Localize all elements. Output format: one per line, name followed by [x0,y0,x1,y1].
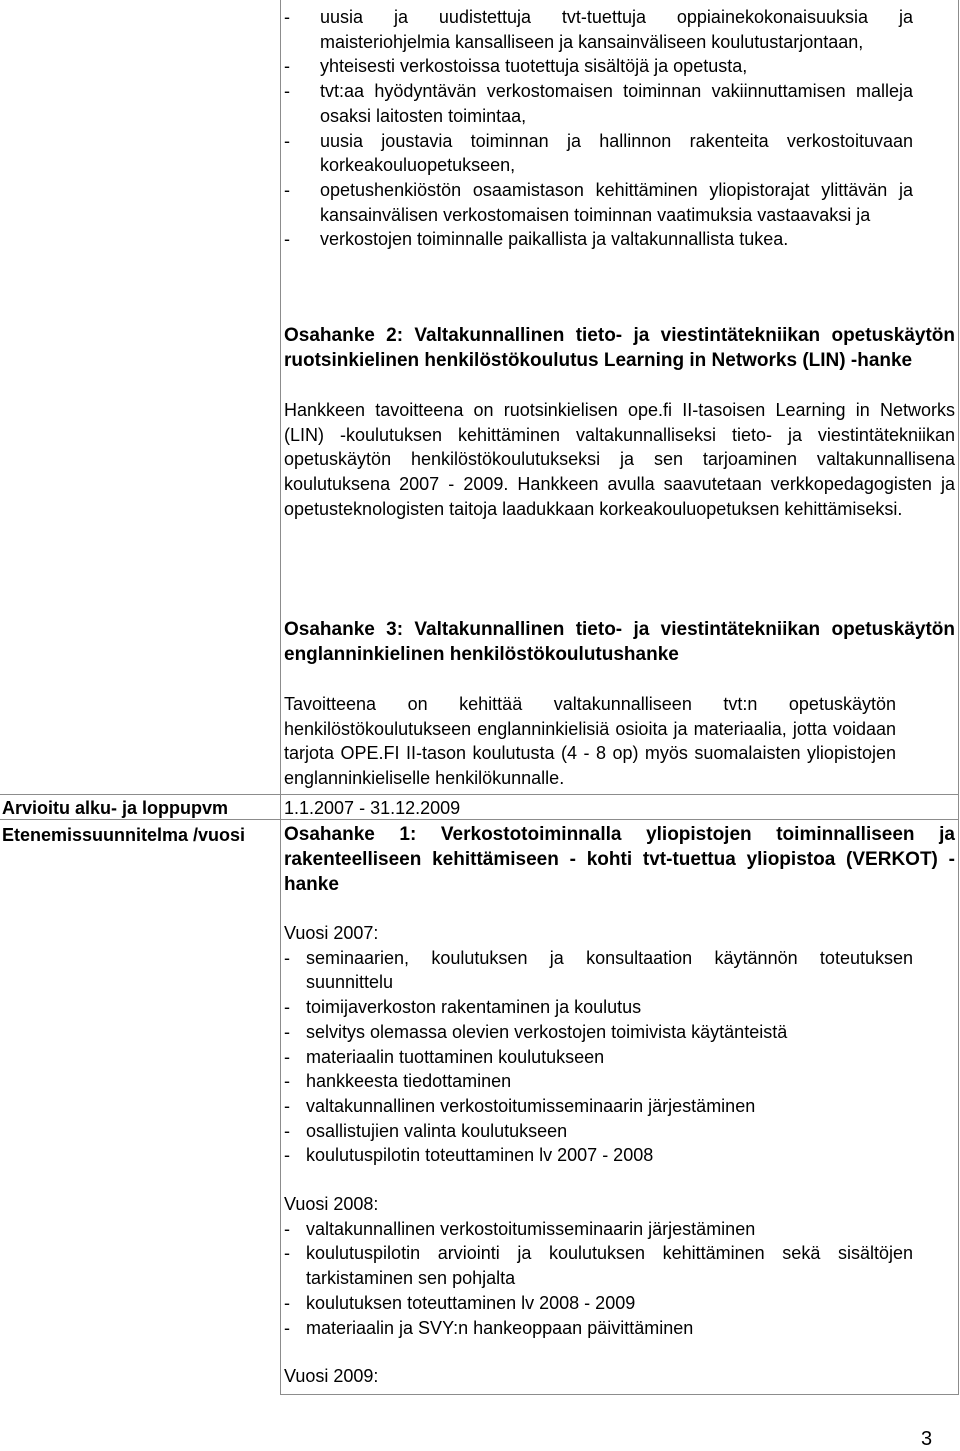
osahanke3-heading: Osahanke 3: Valtakunnallinen tieto- ja viestintätekniikan opetuskäytön englanninkielinen henkilöstökoulutushanke [284,619,955,665]
table-row-divider [0,794,959,795]
osahanke2-paragraph: Hankkeen tavoitteena on ruotsinkielisen ope.fi II-tasoisen Learning in Networks (LIN) -koulutuksen kehittäminen valtakunnalliseksi tieto- ja viestintätekniikan opetuskäytön henkilöstökoulutukseksi ja sen tarjoaminen valtakunnallisena koulutuksena 2007 - 2009. Hankkeen avulla saavutetaan verkkopedagogisten ja opetusteknologisten taitoja laadukkaan korkeakouluopetuksen kehittämiseksi. [284,400,955,519]
osahanke3-paragraph: Tavoitteena on kehittää valtakunnalliseen tvt:n opetuskäytön henkilöstökoulutukseen englanninkielisiä osioita ja materiaalia, jotta voidaan tarjota OPE.FI II-tason koulutusta (4 - 8 op) myös suomalaisten yliopistojen englanninkieliselle henkilökunnalle. [284,694,896,789]
list-item: - uusia ja uudistettuja tvt-tuettuja oppiainekokonaisuuksia ja maisteriohjelmia kansalliseen ja kansainväliseen koulutustarjontaan, [284,5,913,54]
osahanke3-section [284,617,955,791]
osahanke1-heading: Osahanke 1: Verkostotoiminnalla yliopistojen toiminnalliseen ja rakenteelliseen kehittämiseen - kohti tvt-tuettua yliopistoa (VERKOT) -hanke [284,824,955,895]
table-bottom-border [280,1394,959,1395]
list-item: - valtakunnallinen verkostoitumisseminaarin järjestäminen [284,1094,913,1119]
list-item: - materiaalin ja SVY:n hankeoppaan päivittäminen [284,1316,913,1341]
year-2008-label: Vuosi 2008: [284,1194,379,1215]
list-item: - uusia joustavia toiminnan ja hallinnon rakenteita verkostoituvaan korkeakouluopetukseen, [284,129,913,178]
table-column-divider [280,0,281,1395]
dates-value: 1.1.2007 - 31.12.2009 [284,798,461,818]
year-2007-label: Vuosi 2007: [284,923,379,943]
list-item: - koulutuspilotin toteuttaminen lv 2007 - 2008 [284,1143,913,1168]
list-item: - toimijaverkoston rakentaminen ja koulutus [284,995,913,1020]
osahanke2-heading: Osahanke 2: Valtakunnallinen tieto- ja viestintätekniikan opetuskäytön ruotsinkielinen henkilöstökoulutus Learning in Networks (LIN) -hanke [284,325,955,371]
osahanke2-section [284,323,955,522]
plan-label: Etenemissuunnitelma /vuosi [2,825,246,845]
list-item: - selvitys olemassa olevien verkostojen toimivista käytänteistä [284,1020,913,1045]
list-item: - koulutuksen toteuttaminen lv 2008 - 2009 [284,1291,913,1316]
year-2009-label: Vuosi 2009: [284,1366,379,1387]
plan-section [284,822,955,1389]
goals-list-section [284,5,913,252]
table-right-border [958,0,959,1395]
list-item: - valtakunnallinen verkostoitumisseminaarin järjestäminen [284,1217,913,1242]
list-item: - seminaarien, koulutuksen ja konsultaation käytännön toteutuksen suunnittelu [284,946,913,995]
list-item: - osallistujien valinta koulutukseen [284,1119,913,1144]
list-item: - hankkeesta tiedottaminen [284,1069,913,1094]
list-item: - yhteisesti verkostoissa tuotettuja sisältöjä ja opetusta, [284,54,913,79]
year-2009-block [284,1364,955,1389]
year-2007-list [284,946,913,1168]
list-item: - verkostojen toiminnalle paikallista ja valtakunnallista tukea. [284,227,913,252]
list-item: - koulutuspilotin arviointi ja koulutuksen kehittäminen sekä sisältöjen tarkistaminen sen pohjalta [284,1241,913,1290]
list-item: - opetushenkiöstön osaamistason kehittäminen yliopistorajat ylittävän ja kansainvälisen verkostomaisen toiminnan vaatimuksia vastaavaksi ja [284,178,913,227]
goals-bullet-list [284,5,913,252]
page-number: 3 [921,1428,933,1450]
list-item: - materiaalin tuottaminen koulutukseen [284,1045,913,1070]
dates-label: Arvioitu alku- ja loppupvm [2,798,229,818]
year-2008-list [284,1217,913,1341]
year-2007-block [284,921,913,1168]
list-item: - tvt:aa hyödyntävän verkostomaisen toiminnan vakiinnuttamisen malleja osaksi laitosten toimintaa, [284,79,913,128]
year-2008-block [284,1192,913,1340]
